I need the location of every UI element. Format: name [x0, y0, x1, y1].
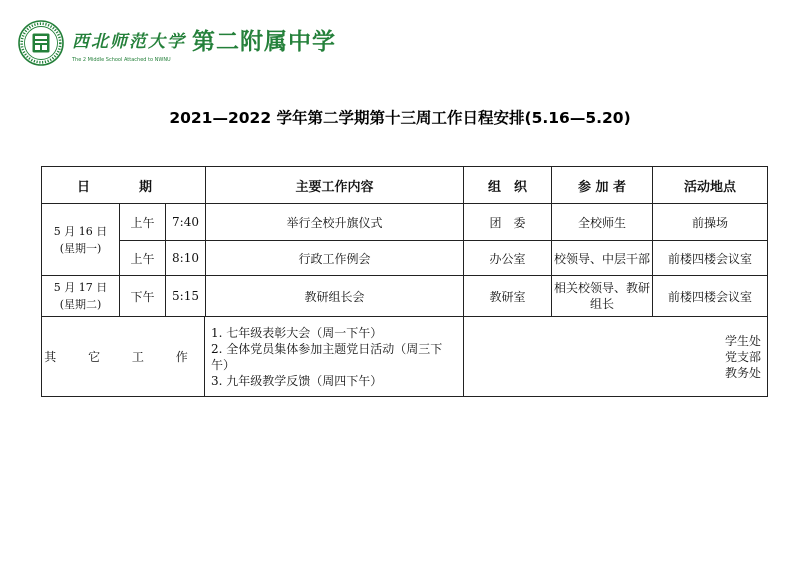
content-cell: 举行全校升旗仪式 — [206, 204, 464, 241]
list-item — [211, 325, 457, 341]
school-emblem-icon — [18, 20, 64, 66]
other-work-depts — [464, 317, 768, 397]
organizer-cell: 办公室 — [464, 241, 552, 276]
other-item-text: 3. 九年级教学反馈（周四下午） — [211, 373, 383, 388]
content-cell: 教研组长会 — [206, 276, 464, 317]
schedule-table — [41, 166, 768, 397]
weekday-text: (星期二) — [59, 298, 102, 311]
participants-cell: 相关校领导、教研组长 — [552, 276, 653, 317]
period-cell: 下午 — [120, 276, 166, 317]
time-cell: 8:10 — [166, 241, 206, 276]
list-item — [211, 373, 457, 389]
school-brand — [72, 20, 336, 66]
location-cell: 前操场 — [653, 204, 768, 241]
header-location: 活动地点 — [653, 167, 768, 204]
other-item-dept: 党支部 — [724, 349, 761, 364]
participants-cell: 全校师生 — [552, 204, 653, 241]
other-work-list — [205, 317, 463, 396]
period-cell: 上午 — [120, 241, 166, 276]
page-title: 2021—2022 学年第二学期第十三周工作日程安排(5.16—5.20) — [169, 109, 631, 127]
date-text: 5 月 17 日 — [53, 281, 108, 294]
participants-cell: 校领导、中层干部 — [552, 241, 653, 276]
other-work-row — [42, 317, 768, 397]
university-name: 西北师范大学 — [72, 32, 186, 52]
header-organizer: 组 织 — [464, 167, 552, 204]
date-text: 5 月 16 日 — [53, 224, 108, 238]
weekday-text: (星期一) — [59, 241, 102, 255]
time-cell: 5:15 — [166, 276, 206, 317]
table-row — [42, 241, 768, 276]
other-item-dept: 学生处 — [724, 333, 761, 348]
time-cell: 7:40 — [166, 204, 206, 241]
other-item-text: 1. 七年级表彰大会（周一下午） — [211, 325, 383, 340]
date-cell — [42, 204, 120, 276]
header-participants: 参 加 者 — [552, 167, 653, 204]
header-date: 日 期 — [42, 167, 206, 204]
table-row — [42, 204, 768, 241]
table-header-row — [42, 167, 768, 204]
period-cell: 上午 — [120, 204, 166, 241]
organizer-cell: 教研室 — [464, 276, 552, 317]
other-item-text: 2. 全体党员集体参加主题党日活动（周三下午） — [211, 341, 443, 372]
table-row — [42, 276, 768, 317]
list-item — [211, 341, 457, 373]
location-cell: 前楼四楼会议室 — [653, 276, 768, 317]
location-cell: 前楼四楼会议室 — [653, 241, 768, 276]
other-work-cell — [42, 317, 464, 397]
header-content: 主要工作内容 — [206, 167, 464, 204]
school-english-name: The 2 Middle School Attached to NWNU — [72, 57, 171, 63]
organizer-cell: 团 委 — [464, 204, 552, 241]
content-cell: 行政工作例会 — [206, 241, 464, 276]
date-cell — [42, 276, 120, 317]
other-work-label: 其 它 工 作 — [42, 317, 205, 396]
school-name: 第二附属中学 — [192, 29, 336, 55]
other-item-dept: 教务处 — [724, 365, 761, 380]
school-header — [18, 16, 336, 70]
